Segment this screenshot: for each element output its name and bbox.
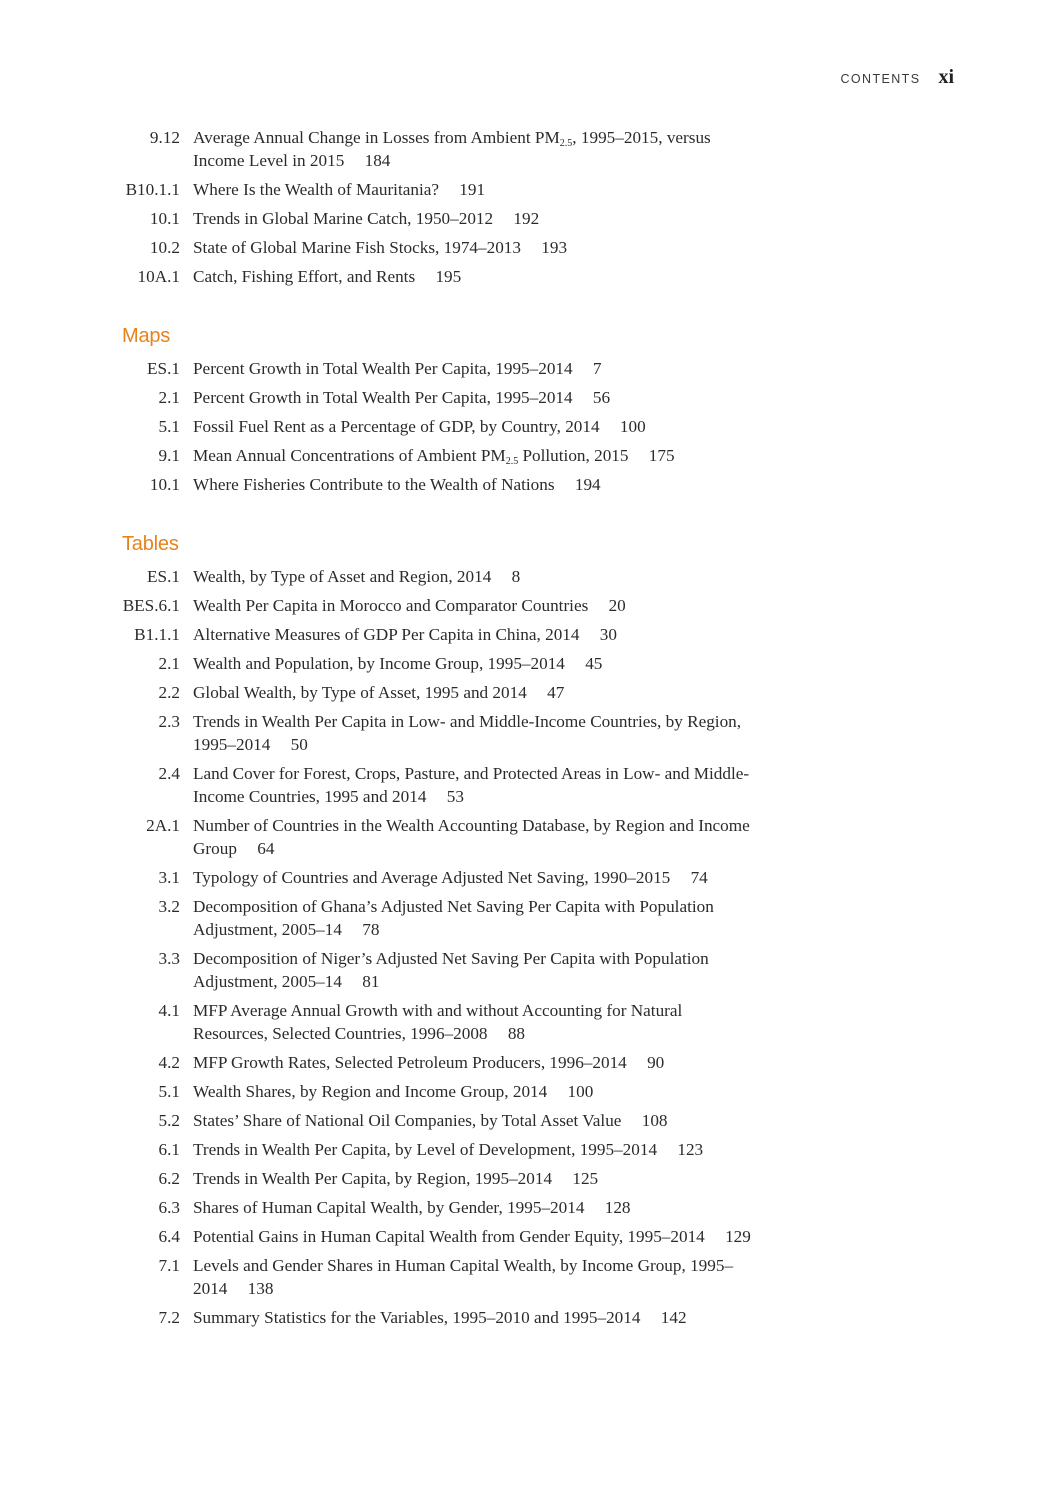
entry-page: 192 xyxy=(513,209,540,228)
toc-entry[interactable] xyxy=(0,866,753,889)
entry-number: 3.3 xyxy=(158,949,180,968)
entry-page: 53 xyxy=(446,787,464,806)
entry-title: MFP Average Annual Growth with and without Accounting for Natural Resources, Selected Countries, 1996–2008 xyxy=(193,1001,683,1043)
entry-title: Summary Statistics for the Variables, 1995–2010 and 1995–2014 xyxy=(193,1308,641,1327)
toc-entry[interactable] xyxy=(0,947,753,993)
entry-title: Number of Countries in the Wealth Accounting Database, by Region and Income Group xyxy=(193,816,750,858)
toc-entry[interactable] xyxy=(0,1306,753,1329)
entry-title: Catch, Fishing Effort, and Rents xyxy=(193,267,416,286)
toc-entry[interactable] xyxy=(0,623,753,646)
toc-entry[interactable] xyxy=(0,1051,753,1074)
entry-number: 7.2 xyxy=(158,1308,180,1327)
entry-number: 5.1 xyxy=(158,417,180,436)
entry-title: Shares of Human Capital Wealth, by Gender, 1995–2014 xyxy=(193,1198,585,1217)
entry-number: 6.1 xyxy=(158,1140,180,1159)
toc-entry[interactable] xyxy=(0,473,753,496)
entry-title: Levels and Gender Shares in Human Capital Wealth, by Income Group, 1995–2014 xyxy=(193,1256,734,1298)
entry-title: Trends in Wealth Per Capita, by Level of Development, 1995–2014 xyxy=(193,1140,658,1159)
entry-number: 7.1 xyxy=(158,1256,180,1275)
toc-entry[interactable] xyxy=(0,265,753,288)
entry-title: Trends in Wealth Per Capita in Low- and Middle-Income Countries, by Region, 1995–2014 xyxy=(193,712,742,754)
entry-title: Average Annual Change in Losses from Ambient $PM_{2.5}$, 1995–2015, versus Income Level in 2015 xyxy=(193,128,711,170)
toc-entry[interactable] xyxy=(0,814,753,860)
toc-entry[interactable] xyxy=(0,762,753,808)
entry-number: 2A.1 xyxy=(146,816,180,835)
toc-entry[interactable] xyxy=(0,594,753,617)
toc-entry[interactable] xyxy=(0,652,753,675)
entry-number: B1.1.1 xyxy=(134,625,180,644)
toc-entry[interactable] xyxy=(0,415,753,438)
entry-number: 2.1 xyxy=(158,654,180,673)
entry-page: 7 xyxy=(592,359,602,378)
entry-title: Trends in Wealth Per Capita, by Region, 1995–2014 xyxy=(193,1169,553,1188)
toc-entry[interactable] xyxy=(0,126,753,172)
entry-number: 2.4 xyxy=(158,764,180,783)
toc-entry[interactable] xyxy=(0,444,753,467)
entry-number: 6.3 xyxy=(158,1198,180,1217)
entry-page: 47 xyxy=(547,683,565,702)
toc-entry[interactable] xyxy=(0,1225,753,1248)
toc-entry[interactable] xyxy=(0,1109,753,1132)
entry-number: 10.1 xyxy=(149,475,180,494)
entry-page: 74 xyxy=(690,868,708,887)
entry-title: States’ Share of National Oil Companies, by Total Asset Value xyxy=(193,1111,622,1130)
entry-page: 128 xyxy=(604,1198,631,1217)
toc-entry[interactable] xyxy=(0,207,753,230)
entry-title: Trends in Global Marine Catch, 1950–2012 xyxy=(193,209,494,228)
toc-entry[interactable] xyxy=(0,357,753,380)
entry-page: 30 xyxy=(599,625,617,644)
entry-page: 8 xyxy=(511,567,521,586)
entry-number: 2.1 xyxy=(158,388,180,407)
entry-number: 5.2 xyxy=(158,1111,180,1130)
toc-entry[interactable] xyxy=(0,710,753,756)
entry-title: Mean Annual Concentrations of Ambient $PM_{2.5}$ Pollution, 2015 xyxy=(193,446,629,467)
toc-entry[interactable] xyxy=(0,895,753,941)
entry-page: 78 xyxy=(362,920,380,939)
toc-entry[interactable] xyxy=(0,1167,753,1190)
page-number: xi xyxy=(938,66,954,88)
entry-title: Fossil Fuel Rent as a Percentage of GDP, by Country, 2014 xyxy=(193,417,600,436)
toc-entry[interactable] xyxy=(0,1196,753,1219)
section-heading-maps: Maps xyxy=(122,325,171,347)
entry-page: 108 xyxy=(641,1111,668,1130)
entry-number: B10.1.1 xyxy=(125,180,180,199)
page-header xyxy=(840,66,954,89)
entry-page: 45 xyxy=(585,654,603,673)
entry-number: ES.1 xyxy=(147,567,180,586)
toc-entry[interactable] xyxy=(0,681,753,704)
entry-number: 10.1 xyxy=(149,209,180,228)
entry-page: 100 xyxy=(619,417,646,436)
entry-title: Percent Growth in Total Wealth Per Capita, 1995–2014 xyxy=(193,388,573,407)
entry-number: BES.6.1 xyxy=(122,596,180,615)
entry-title: Land Cover for Forest, Crops, Pasture, and Protected Areas in Low- and Middle-Income Countries, 1995 and 2014 xyxy=(193,764,750,806)
entry-title: State of Global Marine Fish Stocks, 1974–2013 xyxy=(193,238,521,257)
entry-title: MFP Growth Rates, Selected Petroleum Producers, 1996–2014 xyxy=(193,1053,627,1072)
entry-page: 129 xyxy=(725,1227,751,1246)
contents-list xyxy=(0,126,1050,1335)
entry-title: Wealth Per Capita in Morocco and Comparator Countries xyxy=(193,596,589,615)
entry-title: Typology of Countries and Average Adjusted Net Saving, 1990–2015 xyxy=(193,868,671,887)
entry-page: 142 xyxy=(660,1308,687,1327)
entry-page: 20 xyxy=(608,596,626,615)
entry-page: 123 xyxy=(677,1140,704,1159)
entry-page: 193 xyxy=(541,238,568,257)
entry-number: 10A.1 xyxy=(137,267,180,286)
entry-title: Percent Growth in Total Wealth Per Capita, 1995–2014 xyxy=(193,359,573,378)
entry-page: 81 xyxy=(362,972,380,991)
entry-title: Wealth, by Type of Asset and Region, 2014 xyxy=(193,567,492,586)
entry-number: 6.4 xyxy=(158,1227,180,1246)
entry-page: 194 xyxy=(574,475,601,494)
entry-title: Where Is the Wealth of Mauritania? xyxy=(193,180,439,199)
entry-number: ES.1 xyxy=(147,359,180,378)
toc-entry[interactable] xyxy=(0,999,753,1045)
entry-page: 175 xyxy=(648,446,675,465)
entry-page: 184 xyxy=(364,151,391,170)
entry-title: Wealth Shares, by Region and Income Group, 2014 xyxy=(193,1082,548,1101)
entry-page: 88 xyxy=(507,1024,526,1043)
toc-entry[interactable] xyxy=(0,236,753,259)
entry-number: 3.2 xyxy=(158,897,180,916)
entry-title: Potential Gains in Human Capital Wealth from Gender Equity, 1995–2014 xyxy=(193,1227,705,1246)
entry-page: 90 xyxy=(647,1053,665,1072)
toc-entry[interactable] xyxy=(0,1138,753,1161)
entry-page: 64 xyxy=(257,839,275,858)
entry-page: 125 xyxy=(572,1169,599,1188)
entry-number: 5.1 xyxy=(158,1082,180,1101)
entry-number: 4.2 xyxy=(158,1053,180,1072)
entry-page: 50 xyxy=(290,735,308,754)
entry-number: 3.1 xyxy=(158,868,180,887)
entry-title: Alternative Measures of GDP Per Capita in China, 2014 xyxy=(193,625,580,644)
entry-page: 100 xyxy=(567,1082,594,1101)
entry-number: 9.1 xyxy=(158,446,180,465)
entry-title: Global Wealth, by Type of Asset, 1995 and 2014 xyxy=(193,683,527,702)
entry-number: 2.2 xyxy=(158,683,180,702)
entry-number: 9.12 xyxy=(149,128,180,147)
entry-title: Wealth and Population, by Income Group, 1995–2014 xyxy=(193,654,565,673)
running-head: CONTENTS xyxy=(840,72,921,86)
section-heading-tables: Tables xyxy=(122,533,179,555)
entry-title: Decomposition of Niger’s Adjusted Net Saving Per Capita with Population Adjustment, 2005–14 xyxy=(193,949,709,991)
entry-title: Decomposition of Ghana’s Adjusted Net Saving Per Capita with Population Adjustment, 2005–14 xyxy=(193,897,714,939)
toc-entry[interactable] xyxy=(0,386,753,409)
entry-number: 2.3 xyxy=(158,712,180,731)
toc-entry[interactable] xyxy=(0,178,753,201)
entry-page: 56 xyxy=(592,388,611,407)
entry-number: 4.1 xyxy=(158,1001,180,1020)
toc-entry[interactable] xyxy=(0,565,753,588)
entry-number: 6.2 xyxy=(158,1169,180,1188)
toc-entry[interactable] xyxy=(0,1254,753,1300)
entry-number: 10.2 xyxy=(149,238,180,257)
entry-page: 195 xyxy=(435,267,462,286)
entry-title: Where Fisheries Contribute to the Wealth of Nations xyxy=(193,475,555,494)
entry-page: 138 xyxy=(247,1279,274,1298)
toc-entry[interactable] xyxy=(0,1080,753,1103)
entry-page: 191 xyxy=(459,180,486,199)
